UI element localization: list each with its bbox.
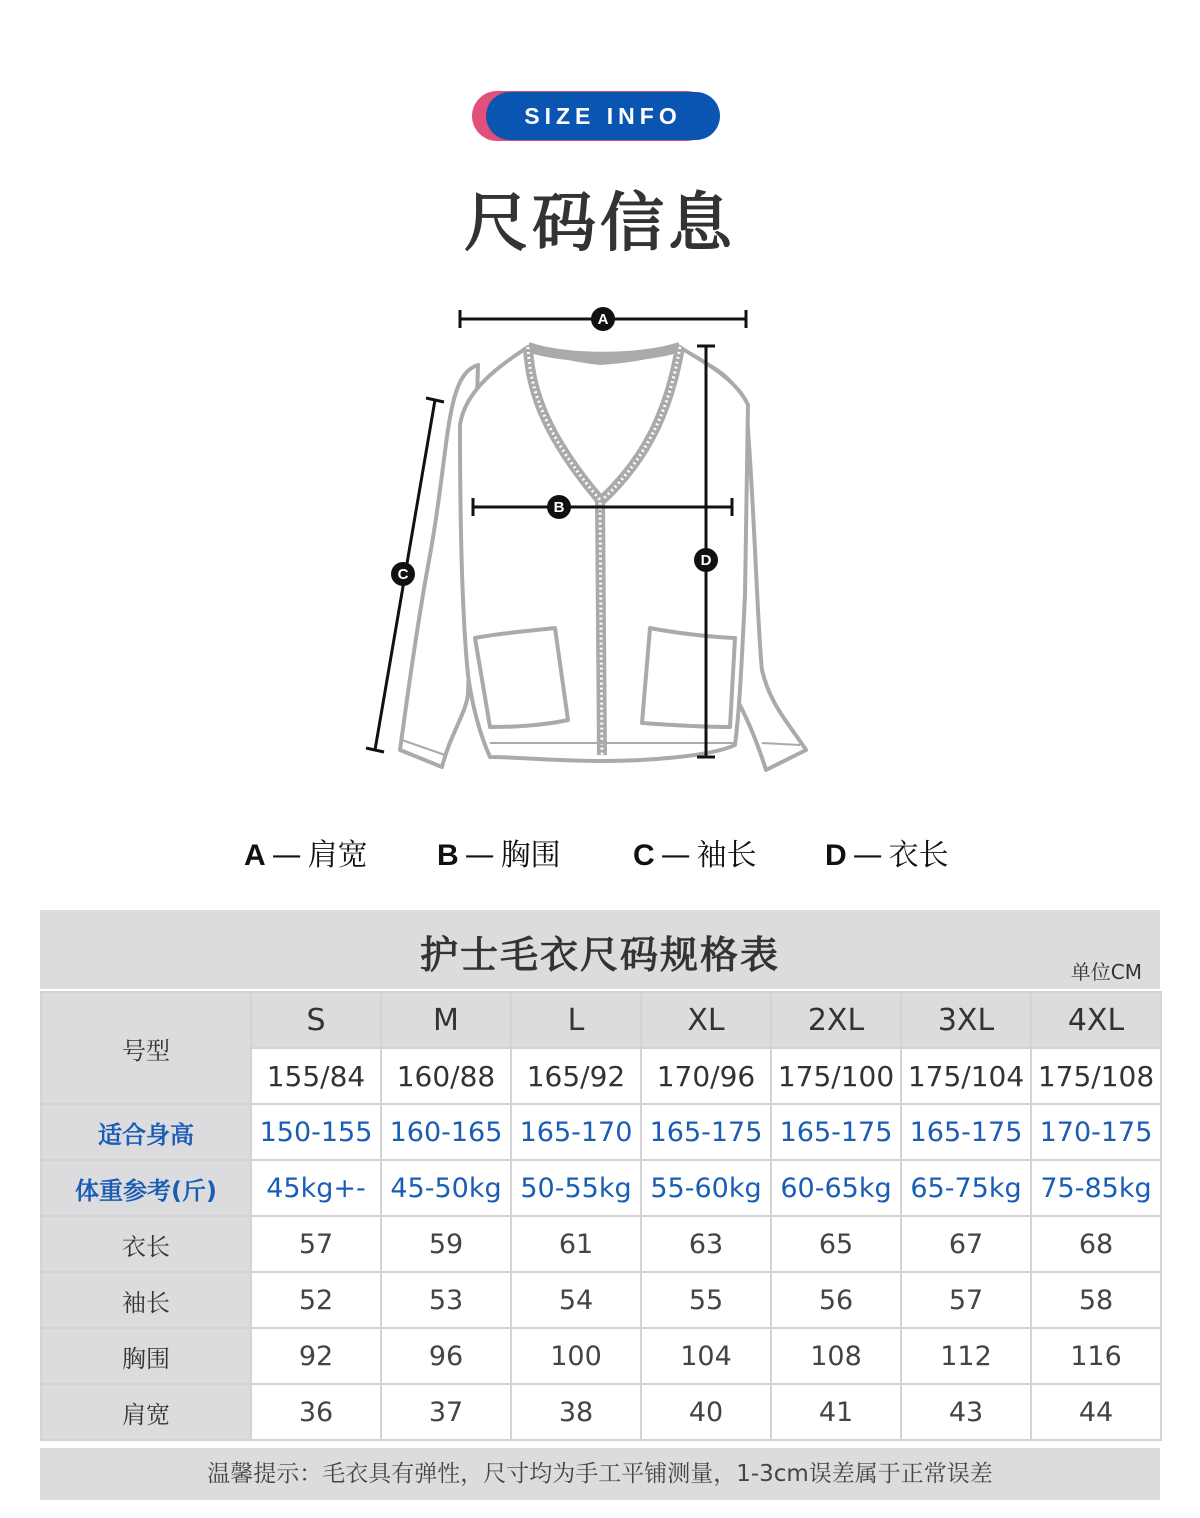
value-cell: 52 xyxy=(251,1272,381,1328)
legend-name: 肩宽 xyxy=(307,838,368,873)
legend-dash: — xyxy=(271,838,302,873)
marker-a-label: A xyxy=(597,311,609,328)
value-cell: 65-75kg xyxy=(901,1160,1031,1216)
model-label: 号型 xyxy=(41,992,251,1104)
marker-c-label: C xyxy=(397,566,409,583)
code-cell: 165/92 xyxy=(511,1048,641,1104)
value-cell: 63 xyxy=(641,1216,771,1272)
size-cell: 4XL xyxy=(1031,992,1161,1048)
code-cell: 175/104 xyxy=(901,1048,1031,1104)
value-cell: 116 xyxy=(1031,1328,1161,1384)
value-cell: 55-60kg xyxy=(641,1160,771,1216)
legend-letter: A xyxy=(244,839,266,872)
legend-item-length xyxy=(825,830,949,874)
legend-item-shoulder xyxy=(244,830,368,874)
size-cell: 2XL xyxy=(771,992,901,1048)
size-cell: 3XL xyxy=(901,992,1031,1048)
badge-label: SIZE INFO xyxy=(486,92,720,140)
value-cell: 67 xyxy=(901,1216,1031,1272)
value-cell: 56 xyxy=(771,1272,901,1328)
marker-d-label: D xyxy=(700,552,712,569)
legend-item-chest xyxy=(437,830,561,874)
value-cell: 112 xyxy=(901,1328,1031,1384)
value-cell: 75-85kg xyxy=(1031,1160,1161,1216)
value-cell: 100 xyxy=(511,1328,641,1384)
legend-dash: — xyxy=(852,838,883,873)
table-row xyxy=(41,1160,1161,1216)
value-cell: 43 xyxy=(901,1384,1031,1440)
legend-dash: — xyxy=(660,838,691,873)
value-cell: 36 xyxy=(251,1384,381,1440)
row-label: 袖长 xyxy=(41,1272,251,1328)
code-cell: 175/100 xyxy=(771,1048,901,1104)
legend-letter: B xyxy=(437,839,459,872)
legend-dash: — xyxy=(464,838,495,873)
legend-item-sleeve xyxy=(633,830,757,874)
size-cell: S xyxy=(251,992,381,1048)
marker-b-label: B xyxy=(553,499,565,516)
value-cell: 50-55kg xyxy=(511,1160,641,1216)
table-unit: 单位CM xyxy=(1070,960,1142,984)
value-cell: 45kg+- xyxy=(251,1160,381,1216)
value-cell: 170-175 xyxy=(1031,1104,1161,1160)
care-tip: 温馨提示：毛衣具有弹性，尺寸均为手工平铺测量，1-3cm误差属于正常误差 xyxy=(40,1448,1160,1500)
value-cell: 150-155 xyxy=(251,1104,381,1160)
table-row xyxy=(41,1384,1161,1440)
size-cell: XL xyxy=(641,992,771,1048)
value-cell: 57 xyxy=(901,1272,1031,1328)
legend-letter: D xyxy=(825,839,847,872)
code-cell: 175/108 xyxy=(1031,1048,1161,1104)
code-cell: 155/84 xyxy=(251,1048,381,1104)
value-cell: 165-175 xyxy=(771,1104,901,1160)
value-cell: 59 xyxy=(381,1216,511,1272)
table-title: 护士毛衣尺码规格表 xyxy=(419,933,780,977)
legend-letter: C xyxy=(633,839,655,872)
table-row xyxy=(41,1328,1161,1384)
row-label: 胸围 xyxy=(41,1328,251,1384)
legend-name: 衣长 xyxy=(888,838,949,873)
value-cell: 37 xyxy=(381,1384,511,1440)
size-table xyxy=(40,910,1160,1441)
value-cell: 54 xyxy=(511,1272,641,1328)
value-cell: 160-165 xyxy=(381,1104,511,1160)
size-grid xyxy=(40,991,1162,1441)
value-cell: 165-175 xyxy=(641,1104,771,1160)
value-cell: 65 xyxy=(771,1216,901,1272)
value-cell: 165-170 xyxy=(511,1104,641,1160)
value-cell: 38 xyxy=(511,1384,641,1440)
legend-name: 袖长 xyxy=(696,838,757,873)
value-cell: 60-65kg xyxy=(771,1160,901,1216)
value-cell: 92 xyxy=(251,1328,381,1384)
row-label: 肩宽 xyxy=(41,1384,251,1440)
value-cell: 44 xyxy=(1031,1384,1161,1440)
value-cell: 53 xyxy=(381,1272,511,1328)
value-cell: 96 xyxy=(381,1328,511,1384)
cardigan-measurement-diagram xyxy=(350,295,830,795)
size-cell: M xyxy=(381,992,511,1048)
measurement-legend xyxy=(0,830,1200,874)
size-row xyxy=(41,992,1161,1048)
row-label: 体重参考(斤) xyxy=(41,1160,251,1216)
value-cell: 55 xyxy=(641,1272,771,1328)
value-cell: 104 xyxy=(641,1328,771,1384)
right-pocket xyxy=(642,628,735,727)
value-cell: 108 xyxy=(771,1328,901,1384)
row-label: 适合身高 xyxy=(41,1104,251,1160)
table-row xyxy=(41,1216,1161,1272)
page-title: 尺码信息 xyxy=(464,187,736,261)
value-cell: 41 xyxy=(771,1384,901,1440)
code-cell: 170/96 xyxy=(641,1048,771,1104)
size-cell: L xyxy=(511,992,641,1048)
value-cell: 68 xyxy=(1031,1216,1161,1272)
value-cell: 58 xyxy=(1031,1272,1161,1328)
value-cell: 165-175 xyxy=(901,1104,1031,1160)
table-row xyxy=(41,1104,1161,1160)
value-cell: 57 xyxy=(251,1216,381,1272)
table-title-bar xyxy=(40,910,1160,991)
code-cell: 160/88 xyxy=(381,1048,511,1104)
value-cell: 45-50kg xyxy=(381,1160,511,1216)
value-cell: 61 xyxy=(511,1216,641,1272)
row-label: 衣长 xyxy=(41,1216,251,1272)
table-row xyxy=(41,1272,1161,1328)
size-info-badge xyxy=(472,90,722,142)
left-pocket xyxy=(475,628,568,727)
legend-name: 胸围 xyxy=(500,838,561,873)
value-cell: 40 xyxy=(641,1384,771,1440)
